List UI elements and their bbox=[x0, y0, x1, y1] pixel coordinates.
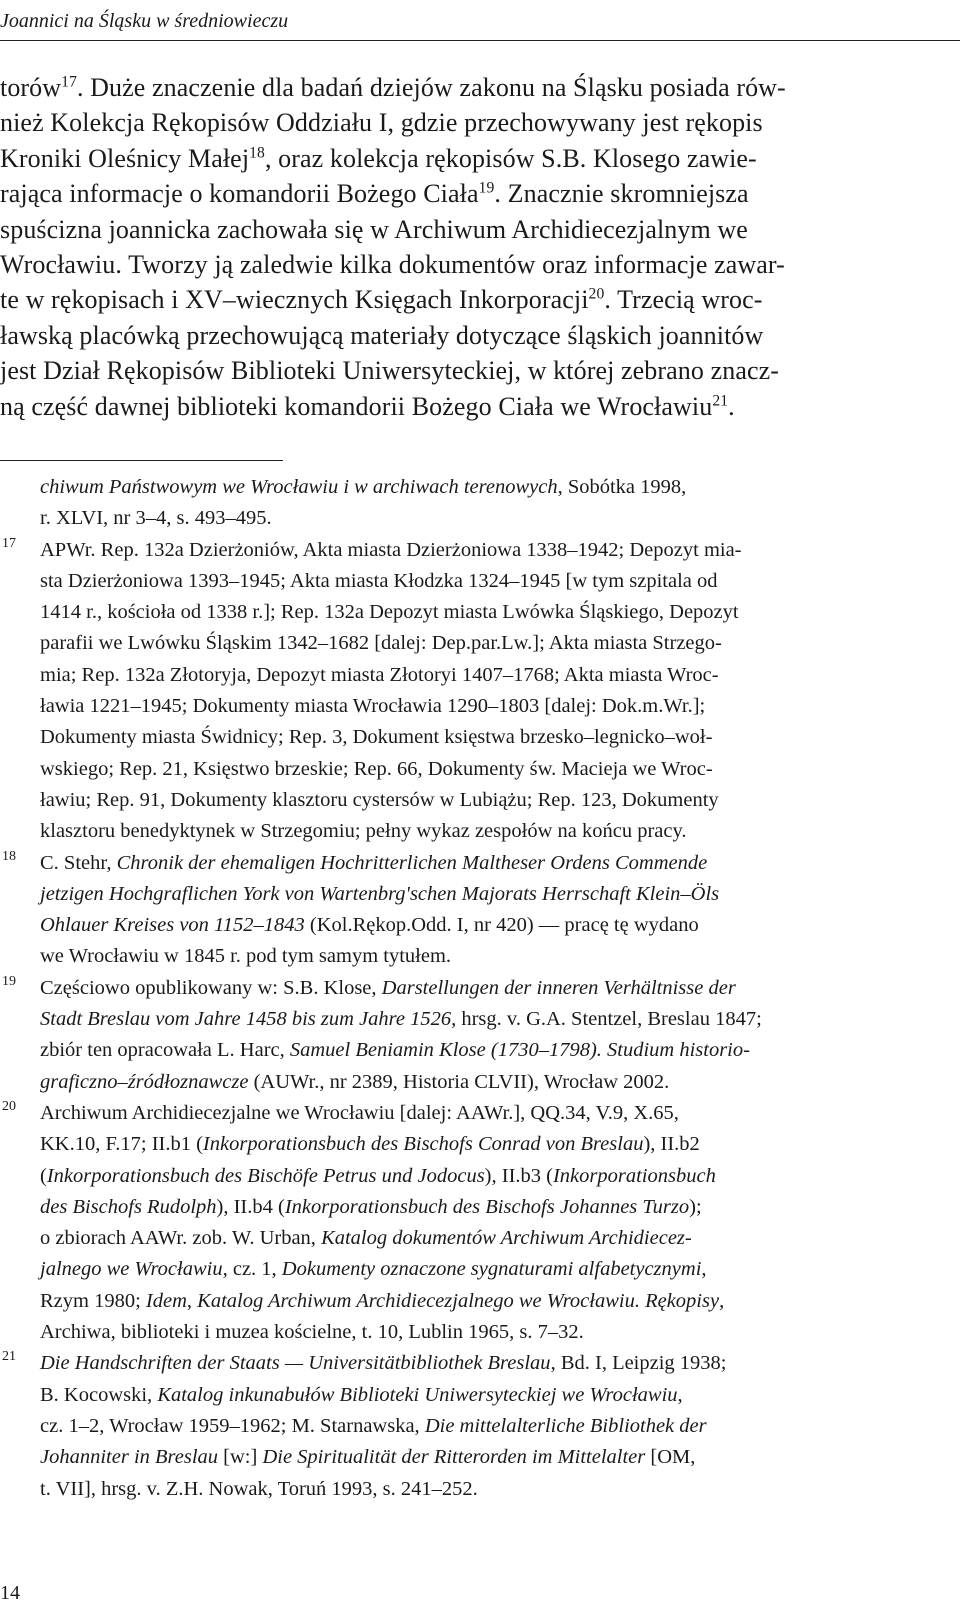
footnote-title-segment: des Bischofs Rudolph bbox=[40, 1195, 217, 1218]
body-line bbox=[0, 212, 920, 247]
footnote-title-segment: Johanniter in Breslau bbox=[40, 1446, 219, 1469]
body-text-segment: . bbox=[728, 391, 735, 421]
footnote-line bbox=[0, 1129, 920, 1160]
footnote-text-segment: [w:] bbox=[218, 1446, 263, 1469]
footnote-number: 19 bbox=[2, 973, 16, 989]
footnote-line bbox=[0, 973, 920, 1004]
footnote-text-segment: 1414 r., kościoła od 1338 r.]; Rep. 132a Depozyt miasta Lwówka Śląskiego, Depozyt bbox=[40, 601, 739, 624]
footnote-ref: 20 bbox=[588, 285, 605, 303]
body-text-segment: ną część dawnej biblioteki komandorii Bożego Ciała we Wrocławiu bbox=[0, 391, 713, 421]
footnote-title-segment: Die mittelalterliche Bibliothek der bbox=[424, 1414, 707, 1437]
footnote-line bbox=[0, 1286, 920, 1317]
footnote-line bbox=[0, 1380, 920, 1411]
footnote-text-segment: Rzym 1980; bbox=[40, 1289, 146, 1312]
body-text bbox=[0, 70, 920, 424]
footnote-text-segment: ); bbox=[689, 1195, 702, 1218]
body-text-segment: . Znacznie skromniejsza bbox=[494, 179, 749, 209]
footnote-line bbox=[0, 597, 920, 628]
footnote-title-segment: Inkorporationsbuch des Bischofs Johannes Turzo bbox=[284, 1195, 690, 1218]
footnote-line bbox=[0, 628, 920, 659]
footnote-text-segment: o zbiorach AAWr. zob. W. Urban, bbox=[40, 1227, 322, 1250]
footnote-title-segment: Idem bbox=[145, 1289, 187, 1312]
footnote-text-segment: we Wrocławiu w 1845 r. pod tym samym tytułem. bbox=[40, 945, 452, 968]
footnote-text-segment: , Sobótka 1998, bbox=[557, 476, 687, 498]
footnote-title-segment: jetzigen Hochgraflichen York von Wartenbrg'schen Majorats Herrschaft Klein–Öls bbox=[40, 882, 720, 905]
footnote-title-segment: Ohlauer Kreises von 1152–1843 bbox=[40, 914, 305, 937]
footnote-text-segment: Archiwa, biblioteki i muzea kościelne, t. 10, Lublin 1965, s. 7–32. bbox=[40, 1321, 584, 1344]
body-line bbox=[0, 318, 920, 353]
footnote-text-segment: zbiór ten opracowała L. Harc, bbox=[40, 1039, 290, 1062]
footnote-number: 20 bbox=[2, 1098, 16, 1114]
footnote-title-segment: Katalog inkunabułów Biblioteki Uniwersyteckiej we Wrocławiu bbox=[157, 1383, 678, 1406]
footnote-title-segment: Stadt Breslau vom Jahre 1458 bis zum Jahre 1526 bbox=[40, 1008, 452, 1031]
footnote-text-segment: , bbox=[677, 1383, 683, 1406]
footnote-line bbox=[0, 1004, 920, 1035]
body-text-segment: . Duże znaczenie dla badań dziejów zakonu na Śląsku posiada rów- bbox=[76, 73, 786, 102]
footnote-line bbox=[0, 1254, 920, 1285]
footnote-text-segment: ), II.b3 ( bbox=[484, 1164, 553, 1187]
body-text-segment: te w rękopisach i XV–wiecznych Księgach Inkorporacji bbox=[0, 285, 589, 315]
footnote-line bbox=[0, 1223, 920, 1254]
footnote-line bbox=[0, 1067, 920, 1098]
footnote-separator bbox=[0, 460, 283, 461]
footnote-title-segment: Inkorporationsbuch bbox=[552, 1164, 716, 1187]
footnote-text-segment: mia; Rep. 132a Złotoryja, Depozyt miasta Złotoryi 1407–1768; Akta miasta Wroc- bbox=[40, 663, 719, 686]
footnote-text-segment: C. Stehr, bbox=[40, 851, 117, 874]
footnote-title-segment: chiwum Państwowym we Wrocławiu i w archiwach terenowych bbox=[40, 476, 558, 498]
footnote-title-segment: Darstellungen der inneren Verhältnisse der bbox=[381, 976, 736, 999]
body-line bbox=[0, 70, 920, 105]
footnote-number: 18 bbox=[2, 848, 16, 864]
footnote-text-segment: , hrsg. v. G.A. Stentzel, Breslau 1847; bbox=[451, 1008, 762, 1031]
footnote-line bbox=[0, 1035, 920, 1066]
body-text-segment: nież Kolekcja Rękopisów Oddziału I, gdzie przechowywany jest rękopis bbox=[0, 108, 763, 138]
body-line bbox=[0, 353, 920, 388]
footnote-line bbox=[0, 660, 920, 691]
footnote-text-segment: ławiu; Rep. 91, Dokumenty klasztoru cystersów w Lubiążu; Rep. 123, Dokumenty bbox=[40, 788, 719, 811]
footnote-text-segment: (Kol.Rękop.Odd. I, nr 420) — pracę tę wydano bbox=[304, 914, 699, 937]
footnote-text-segment: APWr. Rep. 132a Dzierżoniów, Akta miasta Dzierżoniowa 1338–1942; Depozyt mia- bbox=[40, 538, 742, 561]
footnote-line bbox=[0, 1317, 920, 1348]
footnote-text-segment: Częściowo opublikowany w: S.B. Klose, bbox=[40, 976, 382, 999]
footnote-ref: 21 bbox=[712, 391, 729, 409]
body-line bbox=[0, 247, 920, 282]
footnote-text-segment: ), II.b4 ( bbox=[216, 1195, 285, 1218]
footnote-text-segment: Dokumenty miasta Świdnicy; Rep. 3, Dokument księstwa brzesko–legnicko–woł- bbox=[40, 726, 713, 749]
page-number: 14 bbox=[0, 1582, 20, 1604]
footnote-text-segment: klasztoru benedyktynek w Strzegomiu; pełny wykaz zespołów na końcu pracy. bbox=[40, 820, 687, 843]
footnote-line bbox=[0, 1474, 920, 1505]
footnote-title-segment: Inkorporationsbuch des Bischofs Conrad von Breslau bbox=[202, 1133, 644, 1156]
footnote-line bbox=[0, 472, 920, 503]
footnote-title-segment: Die Spiritualität der Ritterorden im Mittelalter bbox=[262, 1446, 646, 1469]
footnote-text-segment: , bbox=[701, 1258, 707, 1281]
footnote-text-segment: sta Dzierżoniowa 1393–1945; Akta miasta Kłodzka 1324–1945 [w tym szpitala od bbox=[40, 569, 718, 592]
running-header bbox=[0, 4, 960, 41]
body-text-segment: Wrocławiu. Tworzy ją zaledwie kilka dokumentów oraz informacje zawar- bbox=[0, 249, 785, 279]
body-text-segment: spuścizna joannicka zachowała się w Archiwum Archidiecezjalnym we bbox=[0, 214, 748, 244]
body-text-segment: torów bbox=[0, 73, 62, 102]
footnote-number: 21 bbox=[2, 1349, 16, 1365]
footnote-title-segment: Chronik der ehemaligen Hochritterlichen Maltheser Ordens Commende bbox=[116, 851, 708, 874]
footnote-line bbox=[0, 941, 920, 972]
footnote-text-segment: ławia 1221–1945; Dokumenty miasta Wrocławia 1290–1803 [dalej: Dok.m.Wr.]; bbox=[40, 695, 706, 718]
footnote-line bbox=[0, 1098, 920, 1129]
body-line bbox=[0, 389, 920, 424]
footnote-text-segment: r. XLVI, nr 3–4, s. 493–495. bbox=[40, 507, 272, 530]
footnote-line bbox=[0, 1192, 920, 1223]
footnote-title-segment: Katalog dokumentów Archiwum Archidiecez- bbox=[321, 1227, 692, 1250]
footnote-text-segment: B. Kocowski, bbox=[40, 1383, 158, 1406]
footnote-text-segment: t. VII], hrsg. v. Z.H. Nowak, Toruń 1993, s. 241–252. bbox=[40, 1477, 478, 1500]
footnote-text-segment: ), II.b2 bbox=[643, 1133, 700, 1156]
footnote-line bbox=[0, 754, 920, 785]
footnote-ref: 19 bbox=[478, 179, 495, 197]
footnote-text-segment: KK.10, F.17; II.b1 ( bbox=[40, 1133, 203, 1156]
body-text-segment: . Trzecią wroc- bbox=[604, 285, 763, 315]
footnote-line bbox=[0, 722, 920, 753]
footnote-text-segment: , cz. 1, bbox=[222, 1258, 282, 1281]
body-text-segment: , oraz kolekcja rękopisów S.B. Klosego zawie- bbox=[264, 143, 757, 173]
footnote-text-segment: [OM, bbox=[645, 1446, 696, 1469]
footnote-text-segment: , Bd. I, Leipzig 1938; bbox=[550, 1352, 727, 1375]
body-line bbox=[0, 282, 920, 317]
footnote-line bbox=[0, 535, 920, 566]
footnote-line bbox=[0, 1442, 920, 1473]
body-line bbox=[0, 176, 920, 211]
footnote-text-segment: (AUWr., nr 2389, Historia CLVII), Wrocław 2002. bbox=[248, 1070, 670, 1093]
footnote-line bbox=[0, 1161, 920, 1192]
footnote-text-segment: ( bbox=[40, 1164, 47, 1187]
footnote-ref: 17 bbox=[61, 73, 77, 91]
footnote-text-segment: , bbox=[186, 1289, 198, 1312]
footnote-title-segment: Samuel Beniamin Klose (1730–1798). Studium historio- bbox=[289, 1039, 750, 1062]
footnote-line bbox=[0, 691, 920, 722]
footnote-text-segment: parafii we Lwówku Śląskim 1342–1682 [dalej: Dep.par.Lw.]; Akta miasta Strzego- bbox=[40, 632, 722, 655]
footnote-title-segment: graficzno–źródłoznawcze bbox=[40, 1070, 249, 1093]
footnote-line bbox=[0, 503, 920, 534]
footnote-line bbox=[0, 785, 920, 816]
body-text-segment: Kroniki Oleśnicy Małej bbox=[0, 143, 250, 173]
footnote-line bbox=[0, 910, 920, 941]
footnote-text-segment: , bbox=[719, 1289, 725, 1312]
footnote-text-segment: wskiego; Rep. 21, Księstwo brzeskie; Rep. 66, Dokumenty św. Macieja we Wroc- bbox=[40, 757, 713, 780]
body-line bbox=[0, 141, 920, 176]
footnote-number: 17 bbox=[2, 535, 16, 551]
footnote-title-segment: Die Handschriften der Staats — Universitätbibliothek Breslau bbox=[40, 1352, 551, 1375]
body-line bbox=[0, 105, 920, 140]
footnote-line bbox=[0, 1348, 920, 1379]
body-text-segment: ławską placówką przechowującą materiały dotyczące śląskich joannitów bbox=[0, 320, 764, 350]
footnote-title-segment: Katalog Archiwum Archidiecezjalnego we Wrocławiu. Rękopisy bbox=[197, 1289, 720, 1312]
footnote-line bbox=[0, 848, 920, 879]
footnotes bbox=[0, 472, 920, 1505]
footnote-line bbox=[0, 1411, 920, 1442]
footnote-text-segment: cz. 1–2, Wrocław 1959–1962; M. Starnawska, bbox=[40, 1414, 425, 1437]
footnote-text-segment: Archiwum Archidiecezjalne we Wrocławiu [dalej: AAWr.], QQ.34, V.9, X.65, bbox=[40, 1101, 679, 1124]
body-text-segment: rająca informacje o komandorii Bożego Ciała bbox=[0, 179, 479, 209]
footnote-title-segment: jalnego we Wrocławiu bbox=[40, 1258, 223, 1281]
footnote-line bbox=[0, 816, 920, 847]
footnote-line bbox=[0, 566, 920, 597]
footnote-title-segment: Dokumenty oznaczone sygnaturami alfabetycznymi bbox=[281, 1258, 702, 1281]
footnote-line bbox=[0, 879, 920, 910]
running-header-title: Joannici na Śląsku w średniowieczu bbox=[0, 10, 289, 32]
footnote-title-segment: Inkorporationsbuch des Bischöfe Petrus und Jodocus bbox=[46, 1164, 485, 1187]
footnote-ref: 18 bbox=[249, 144, 265, 162]
body-text-segment: jest Dział Rękopisów Biblioteki Uniwersyteckiej, w której zebrano znacz- bbox=[0, 356, 780, 386]
